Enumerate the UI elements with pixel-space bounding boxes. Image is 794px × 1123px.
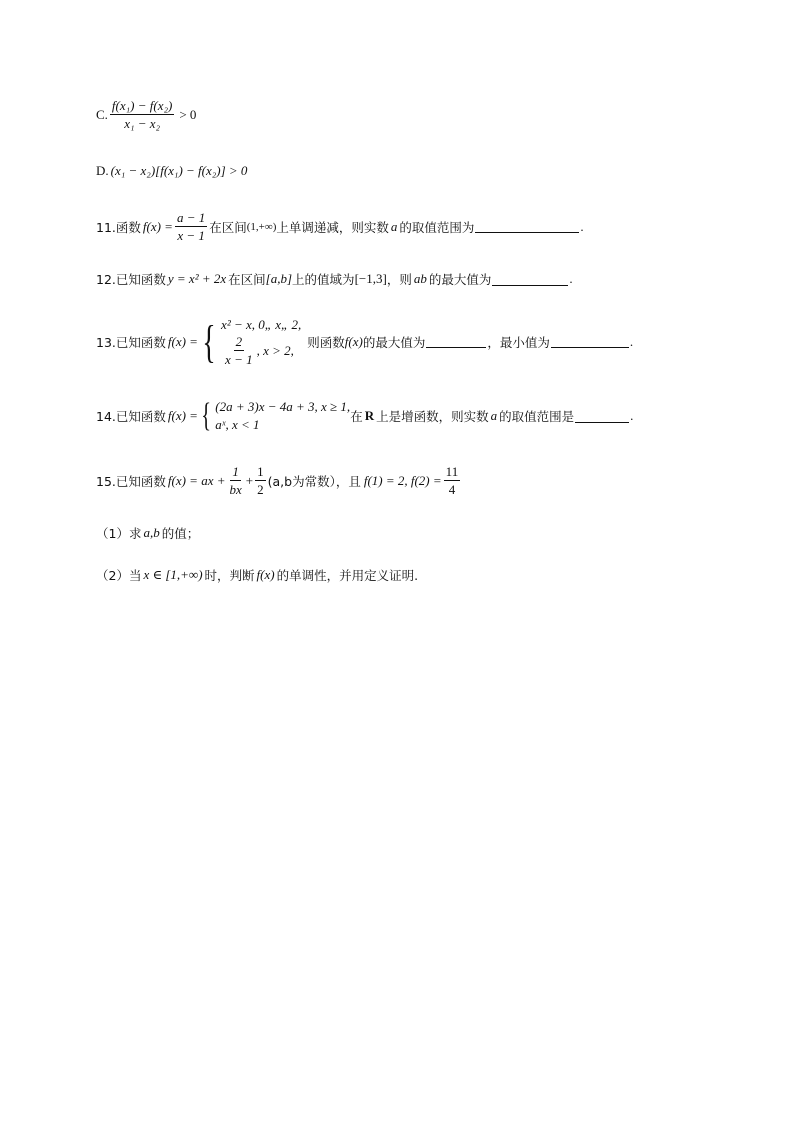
option-c: [96, 98, 196, 131]
option-d: [96, 163, 247, 179]
option-d-expr: (x₁ − x₂)[f(x₁) − f(x₂)] > 0: [110, 163, 248, 178]
q13-min-blank[interactable]: [551, 335, 629, 348]
option-c-fraction: $\frac{\text{f(x₁) − f(x₂)}}{\text{x₁ − x₂}}$: [111, 98, 173, 131]
question-15-part-2: （2）当 x ∈ [1,+∞) 时，判断 f(x) 的单调性，并用定义证明.: [96, 567, 419, 583]
question-15: 15.已知函数 f(x) = ax + $\frac{1}{bx}$ + $\frac{1}{2}$ (a,b为常数），且 f(1) = 2, f(2) = $\frac{11}{4}$: [96, 464, 459, 497]
q13-max-blank[interactable]: [426, 335, 486, 348]
question-12: 12.已知函数 y = x² + 2x 在区间 [a,b] 上的值域为 [−1,3] ，则 ab 的最大值为 .: [96, 271, 573, 287]
option-c-label: C.: [96, 106, 108, 122]
question-14: 14.已知函数 f(x) = { (2a + 3)x − 4a + 3, x ≥ 1, aˣ, x < 1 在 R 上是增函数，则实数 a 的取值范围是 .: [96, 397, 634, 434]
left-brace-icon: {: [201, 397, 212, 434]
q12-answer-blank[interactable]: [492, 273, 568, 286]
question-13: 13.已知函数 f(x) = { x² − x, 0„ x„ 2, $\frac{2}{x - 1}$ , x > 2, 则函数 f(x) 的最大值为 ，最小值为 .: [96, 315, 634, 367]
question-15-part-1: （1）求 a,b 的值；: [96, 525, 200, 541]
q11-answer-blank[interactable]: [475, 220, 579, 233]
q14-answer-blank[interactable]: [575, 410, 629, 423]
q14-piecewise: { (2a + 3)x − 4a + 3, x ≥ 1, aˣ, x < 1: [201, 397, 351, 434]
option-d-label: D.: [96, 163, 109, 178]
q13-piecewise: { x² − x, 0„ x„ 2, $\frac{2}{x - 1}$ , x > 2,: [202, 315, 302, 367]
option-c-relation: > 0: [179, 106, 197, 122]
question-11: 11.函数 f(x) = $\frac{a - 1}{x - 1}$ 在区间 (1,+∞) 上单调递减，则实数 a 的取值范围为 .: [96, 210, 584, 243]
left-brace-icon: {: [202, 315, 216, 367]
q11-fraction: $\frac{a - 1}{x - 1}$: [176, 210, 206, 243]
